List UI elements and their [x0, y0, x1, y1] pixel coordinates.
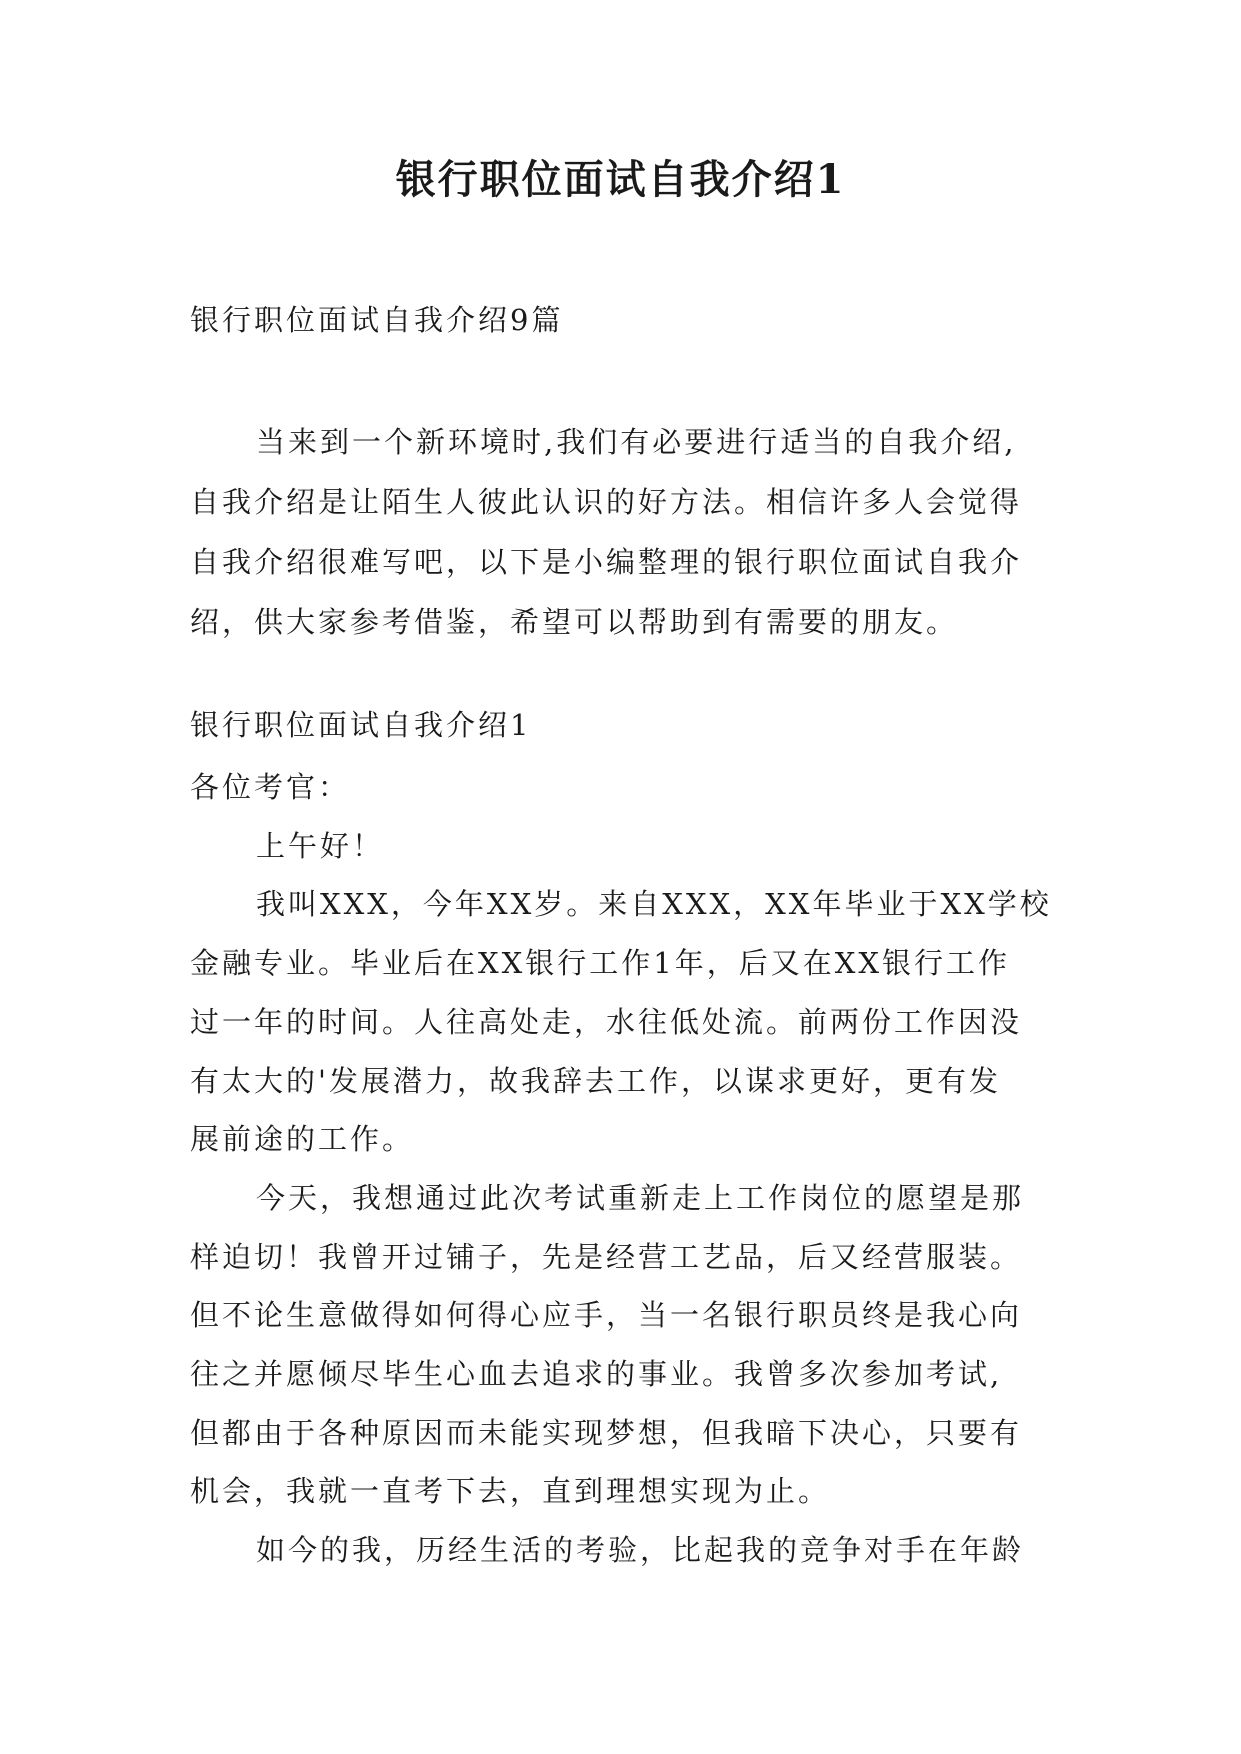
body-line: 往之并愿倾尽毕生心血去追求的事业。我曾多次参加考试,: [190, 1357, 1003, 1392]
document-title: 银行职位面试自我介绍1: [395, 156, 846, 203]
body-text: [190, 758, 1070, 1580]
section-heading: 银行职位面试自我介绍1: [190, 708, 532, 742]
salutation: 各位考官：: [190, 770, 351, 804]
body-line: 过一年的时间。人往高处走，水往低处流。前两份工作因没: [190, 1004, 1023, 1039]
body-line: 但不论生意做得如何得心应手，当一名银行职员终是我心向: [190, 1298, 1023, 1333]
body-line: 我叫XXX，今年XX岁。来自XXX，XX年毕业于XX学校: [256, 887, 1052, 922]
intro-paragraph: [190, 412, 1070, 652]
intro-line: 当来到一个新环境时,我们有必要进行适当的自我介绍,: [256, 425, 1017, 459]
body-line: 金融专业。毕业后在XX银行工作1年，后又在XX银行工作: [190, 946, 1011, 981]
body-line: 展前途的工作。: [190, 1122, 415, 1157]
body-line: 样迫切！我曾开过铺子，先是经营工艺品，后又经营服装。: [190, 1239, 1023, 1274]
body-line: 机会，我就一直考下去，直到理想实现为止。: [190, 1474, 831, 1509]
intro-line: 自我介绍是让陌生人彼此认识的好方法。相信许多人会觉得: [190, 485, 1023, 519]
body-line: 但都由于各种原因而未能实现梦想，但我暗下决心，只要有: [190, 1415, 1023, 1450]
document-subtitle: 银行职位面试自我介绍9篇: [190, 303, 564, 337]
body-line: 有太大的'发展潜力，故我辞去工作，以谋求更好，更有发: [190, 1063, 1001, 1098]
body-line: 今天，我想通过此次考试重新走上工作岗位的愿望是那: [256, 1180, 1025, 1215]
intro-line: 绍，供大家参考借鉴，希望可以帮助到有需要的朋友。: [190, 605, 959, 639]
greeting: 上午好！: [256, 828, 385, 863]
intro-line: 自我介绍很难写吧，以下是小编整理的银行职位面试自我介: [190, 545, 1023, 579]
body-line: 如今的我，历经生活的考验，比起我的竞争对手在年龄: [256, 1533, 1025, 1568]
